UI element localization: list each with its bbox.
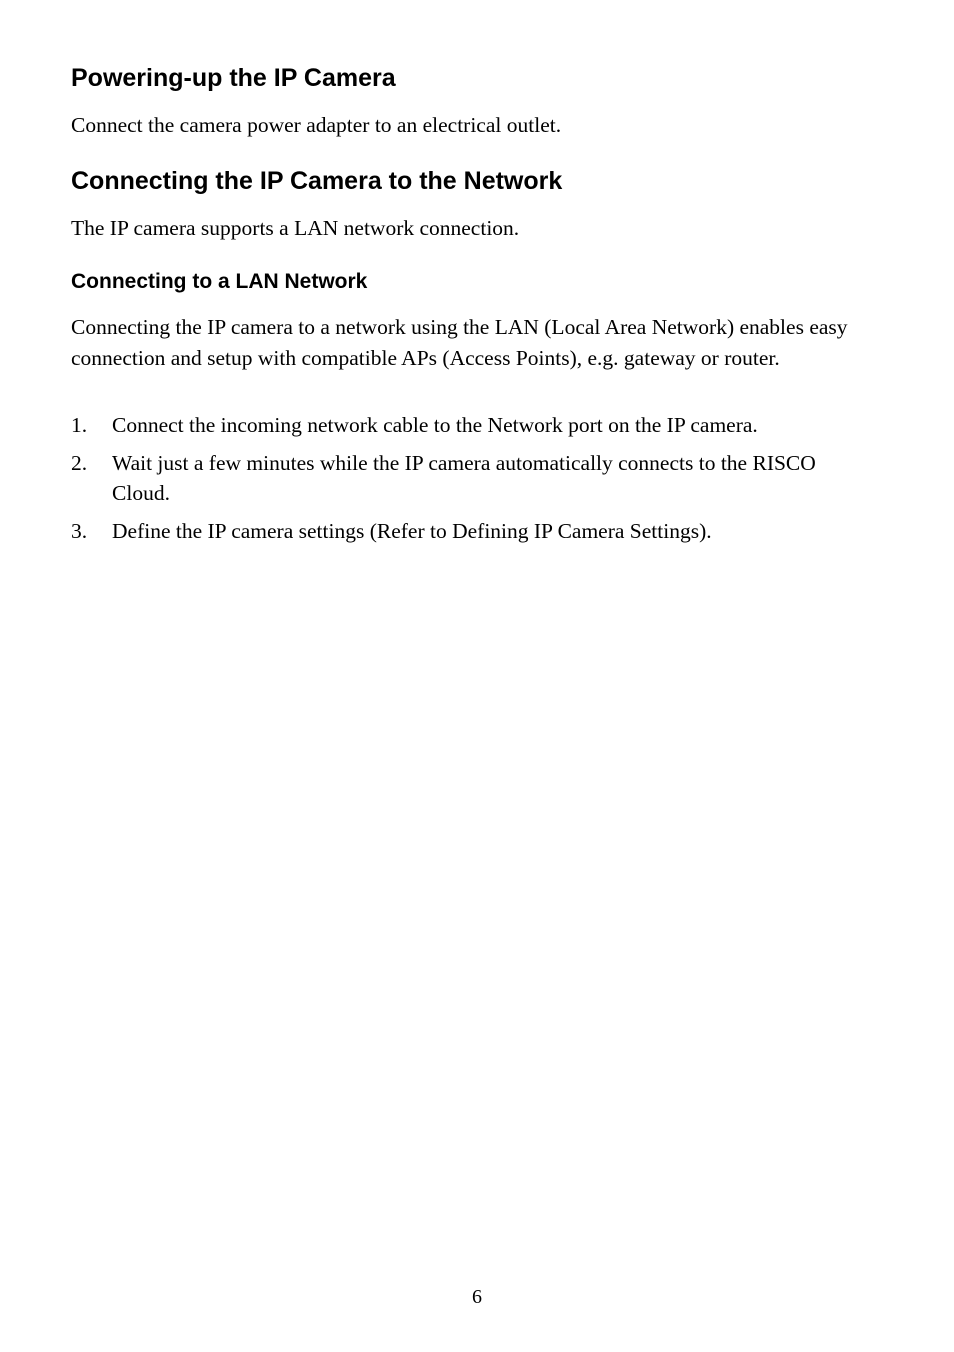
paragraph-lan-network: Connecting the IP camera to a network using the LAN (Local Area Network) enables easy connection and setup with compatible APs (Access Points), e.g. gateway or router. [71, 315, 848, 370]
step-number: 2. [71, 450, 88, 475]
paragraph-powering-up: Connect the camera power adapter to an electrical outlet. [71, 113, 562, 137]
paragraph-connecting-network: The IP camera supports a LAN network connection. [71, 216, 520, 240]
step-number: 3. [71, 518, 88, 543]
step-text: Connect the incoming network cable to the Network port on the IP camera. [112, 413, 758, 437]
step-text: Wait just a few minutes while the IP camera automatically connects to the RISCO Cloud. [112, 450, 816, 505]
list-item [71, 448, 881, 509]
steps-list [71, 410, 881, 546]
page-number: 6 [472, 1286, 482, 1308]
heading-powering-up: Powering-up the IP Camera [71, 64, 396, 92]
heading-lan-network: Connecting to a LAN Network [71, 270, 368, 293]
list-item [71, 410, 881, 441]
step-number: 1. [71, 413, 88, 437]
step-text: Define the IP camera settings (Refer to Defining IP Camera Settings). [112, 518, 712, 543]
list-item [71, 516, 881, 547]
heading-connecting-network: Connecting the IP Camera to the Network [71, 167, 563, 195]
